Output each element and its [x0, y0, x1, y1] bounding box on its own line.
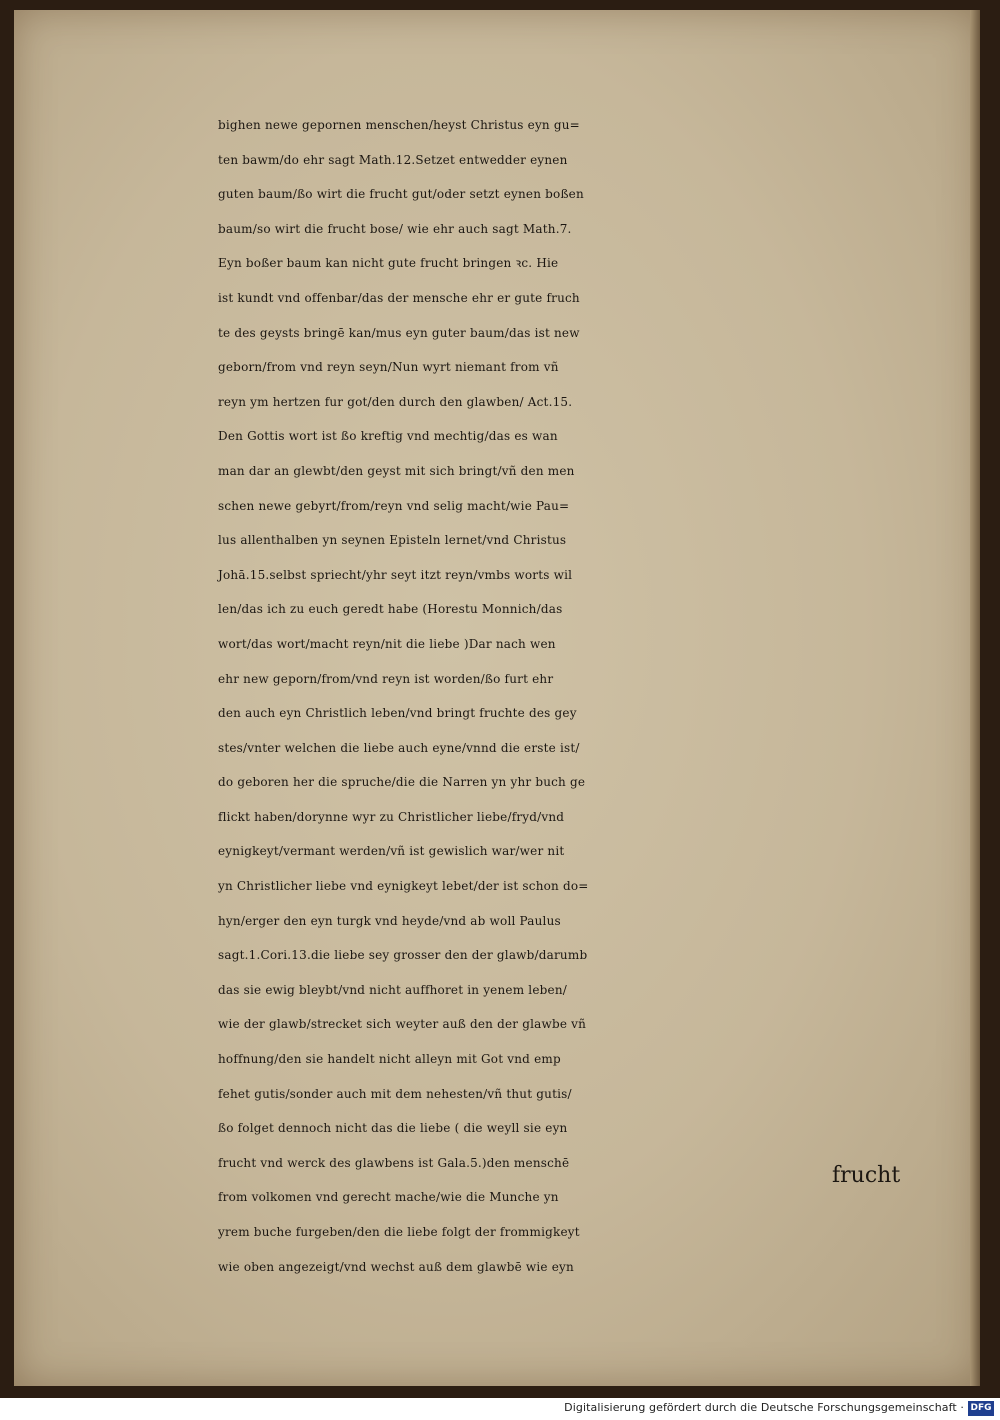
text-line: wie der glawb/strecket sich weyter auß den der glawbe vñ — [218, 1017, 587, 1032]
text-line: wort/das wort/macht reyn/nit die liebe )Dar nach wen — [218, 636, 556, 651]
text-line: from volkomen vnd gerecht mache/wie die Munche yn — [218, 1190, 559, 1205]
text-line: Eyn boßer baum kan nicht gute frucht bringen ꝛc. Hie — [218, 256, 559, 271]
text-line: hoffnung/den sie handelt nicht alleyn mit Got vnd emp — [218, 1052, 561, 1067]
text-line: man dar an glewbt/den geyst mit sich bringt/vñ den men — [218, 463, 575, 478]
text-line: ten bawm/do ehr sagt Math.12.Setzet entwedder eynen — [218, 152, 568, 167]
text-line: sagt.1.Cori.13.die liebe sey grosser den der glawb/darumb — [218, 948, 588, 963]
text-line: do geboren her die spruche/die die Narren yn yhr buch ge — [218, 775, 586, 790]
text-line: schen newe gebyrt/from/reyn vnd selig macht/wie Pau= — [218, 498, 570, 513]
footer-bar — [0, 1398, 1000, 1420]
text-line: frucht vnd werck des glawbens ist Gala.5.)den menschē — [218, 1155, 570, 1170]
text-line: reyn ym hertzen fur got/den durch den glawben/ Act.15. — [218, 394, 573, 409]
text-line: geborn/from vnd reyn seyn/Nun wyrt niemant from vñ — [218, 360, 559, 375]
text-line: te des geysts bringē kan/mus eyn guter baum/das ist new — [218, 325, 580, 340]
text-line: ist kundt vnd offenbar/das der mensche ehr er gute fruch — [218, 290, 580, 305]
text-line: den auch eyn Christlich leben/vnd bringt fruchte des gey — [218, 706, 577, 721]
text-line: ehr new geporn/from/vnd reyn ist worden/ßo furt ehr — [218, 671, 554, 686]
text-line: yn Christlicher liebe vnd eynigkeyt lebet/der ist schon do= — [218, 879, 589, 894]
text-line: len/das ich zu euch geredt habe (Horestu Monnich/das — [218, 602, 563, 617]
page-text-block — [218, 108, 918, 1284]
text-line: baum/so wirt die frucht bose/ wie ehr auch sagt Math.7. — [218, 221, 572, 236]
text-line: ßo folget dennoch nicht das die liebe ( die weyll sie eyn — [218, 1121, 568, 1136]
text-line: bighen newe gepornen menschen/heyst Christus eyn gu= — [218, 118, 580, 132]
text-line: Den Gottis wort ist ßo kreftig vnd mechtig/das es wan — [218, 429, 558, 444]
text-line: eynigkeyt/vermant werden/vñ ist gewislich war/wer nit — [218, 844, 565, 859]
text-line: guten baum/ßo wirt die frucht gut/oder setzt eynen boßen — [218, 187, 584, 202]
text-line: lus allenthalben yn seynen Episteln lernet/vnd Christus — [218, 533, 567, 548]
text-line: Johā.15.selbst spriecht/yhr seyt itzt reyn/vmbs worts wil — [218, 567, 573, 582]
text-line: das sie ewig bleybt/vnd nicht auffhoret in yenem leben/ — [218, 982, 568, 997]
dfg-logo: DFG — [968, 1401, 994, 1416]
text-line: flickt haben/dorynne wyr zu Christlicher liebe/fryd/vnd — [218, 809, 565, 824]
text-line: wie oben angezeigt/vnd wechst auß dem glawbē wie eyn — [218, 1259, 574, 1274]
text-line: stes/vnter welchen die liebe auch eyne/vnnd die erste ist/ — [218, 740, 580, 755]
page-edge — [970, 10, 980, 1386]
text-line: yrem buche furgeben/den die liebe folgt der frommigkeyt — [218, 1225, 580, 1239]
text-line: hyn/erger den eyn turgk vnd heyde/vnd ab woll Paulus — [218, 913, 561, 928]
footer-credit: Digitalisierung gefördert durch die Deutsche Forschungsgemeinschaft · — [564, 1401, 964, 1414]
catchword: frucht — [832, 1163, 901, 1188]
text-line: fehet gutis/sonder auch mit dem nehesten/vñ thut gutis/ — [218, 1086, 572, 1101]
